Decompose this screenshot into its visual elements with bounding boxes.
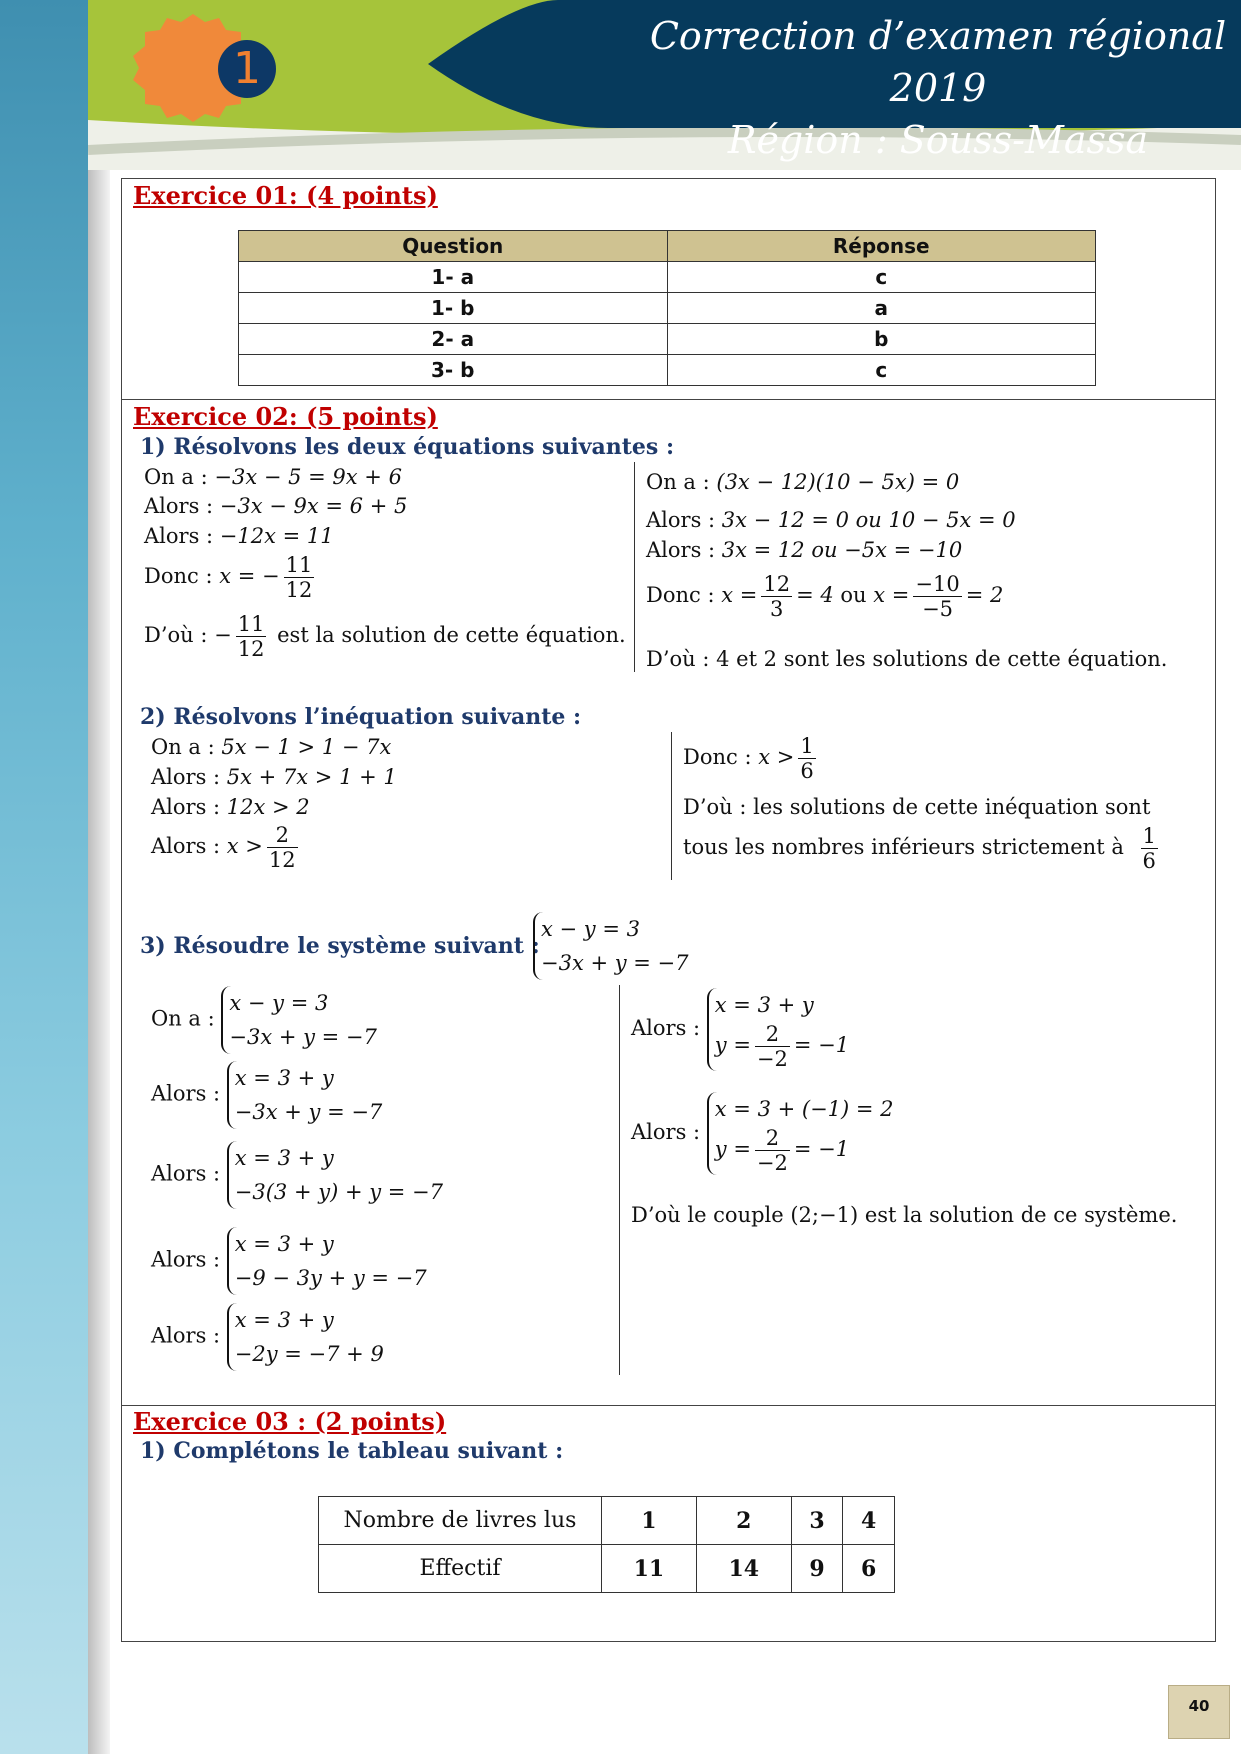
table-row [319, 1545, 895, 1593]
exercise-2-title: Exercice 02: (5 points) [133, 402, 438, 431]
divider-q1 [634, 462, 635, 672]
page-header [88, 0, 1241, 170]
exercise-1-title: Exercice 01: (4 points) [133, 181, 438, 210]
system-step-4: Alors : x = 3 + y −9 − 3y + y = −7 [151, 1227, 427, 1295]
row-label: Effectif [319, 1545, 602, 1593]
given-system: x − y = 3 −3x + y = −7 [533, 912, 689, 980]
sidebar-shadow [88, 0, 110, 1754]
separator-ex1-ex2 [121, 399, 1216, 400]
frequency-table [318, 1496, 895, 1593]
title-line-1: Correction d’examen régional 2019 [649, 14, 1227, 110]
system-step-2: Alors : x = 3 + y −3x + y = −7 [151, 1061, 382, 1129]
eq2-line-4: Donc : x = $\frac{12}{3}$ = 4 ou x = $\frac{-10}{-5}$ = 2 [646, 572, 1004, 621]
eq1-line-1: On a : −3x − 5 = 9x + 6 [144, 465, 402, 489]
left-sidebar-band [0, 0, 88, 1754]
ineq-line-3: Alors : 12x > 2 [151, 795, 310, 819]
table-row [239, 355, 1096, 386]
system-step-1: On a : x − y = 3 −3x + y = −7 [151, 986, 377, 1054]
question-cell: 1- b [239, 293, 668, 324]
exercise-1-table [238, 230, 1096, 386]
page-number: 40 [1168, 1685, 1230, 1739]
chapter-badge: 1 [218, 40, 276, 98]
question-cell: 3- b [239, 355, 668, 386]
eq1-line-2: Alors : −3x − 9x = 6 + 5 [144, 494, 408, 518]
system-right-step-1: Alors : x = 3 + y y = $\frac{2}{-2}$ = −1 [631, 988, 849, 1071]
col-question: Question [239, 231, 668, 262]
question-cell: 1- a [239, 262, 668, 293]
eq2-line-3: Alors : 3x = 12 ou −5x = −10 [646, 538, 963, 562]
eq1-line-3: Alors : −12x = 11 [144, 524, 334, 548]
table-row [239, 324, 1096, 355]
value-cell: 14 [696, 1545, 791, 1593]
value-cell: 2 [696, 1497, 791, 1545]
eq1-line-4: Donc : x = − $\frac{11}{12}$ [144, 553, 313, 602]
answer-cell: b [667, 324, 1096, 355]
eq2-conclusion: D’où : 4 et 2 sont les solutions de cette équation. [646, 647, 1168, 671]
ineq-line-1: On a : 5x − 1 > 1 − 7x [151, 735, 392, 759]
ineq-line-2: Alors : 5x + 7x > 1 + 1 [151, 765, 397, 789]
answer-cell: c [667, 355, 1096, 386]
divider-q3 [619, 985, 620, 1375]
answer-cell: c [667, 262, 1096, 293]
system-step-3: Alors : x = 3 + y −3(3 + y) + y = −7 [151, 1141, 443, 1209]
value-cell: 9 [791, 1545, 843, 1593]
row-label: Nombre de livres lus [319, 1497, 602, 1545]
value-cell: 4 [843, 1497, 895, 1545]
title-line-2: Région : Souss-Massa [727, 118, 1149, 162]
separator-ex2-ex3 [121, 1405, 1216, 1406]
col-reponse: Réponse [667, 231, 1096, 262]
system-step-5: Alors : x = 3 + y −2y = −7 + 9 [151, 1303, 384, 1371]
value-cell: 11 [602, 1545, 697, 1593]
ineq-right-line-1: Donc : x > $\frac{1}{6}$ [683, 734, 814, 783]
value-cell: 3 [791, 1497, 843, 1545]
system-conclusion: D’où le couple (2;−1) est la solution de ce système. [631, 1203, 1178, 1227]
page-title [608, 10, 1241, 166]
table-row [239, 293, 1096, 324]
question-cell: 2- a [239, 324, 668, 355]
ineq-line-4: Alors : x > $\frac{2}{12}$ [151, 823, 296, 872]
exercise-3-question-1: 1) Complétons le tableau suivant : [140, 1438, 564, 1464]
table-row [239, 262, 1096, 293]
question-3-title: 3) Résoudre le système suivant : [140, 933, 540, 959]
question-2-title: 2) Résolvons l’inéquation suivante : [140, 704, 582, 730]
eq2-line-1: On a : (3x − 12)(10 − 5x) = 0 [646, 470, 960, 494]
system-right-step-2: Alors : x = 3 + (−1) = 2 y = $\frac{2}{-2}$ = −1 [631, 1092, 894, 1175]
value-cell: 6 [843, 1545, 895, 1593]
exercise-3-title: Exercice 03 : (2 points) [133, 1407, 447, 1436]
ineq-right-line-2: D’où : les solutions de cette inéquation sont [683, 795, 1151, 819]
eq2-line-2: Alors : 3x − 12 = 0 ou 10 − 5x = 0 [646, 508, 1016, 532]
divider-q2 [671, 732, 672, 880]
question-1-title: 1) Résolvons les deux équations suivantes : [140, 434, 675, 460]
answer-cell: a [667, 293, 1096, 324]
ineq-right-line-3: tous les nombres inférieurs strictement à $\frac{1}{6}$ [683, 824, 1156, 873]
table-row [319, 1497, 895, 1545]
value-cell: 1 [602, 1497, 697, 1545]
eq1-conclusion: D’où : − $\frac{11}{12}$ est la solution de cette équation. [144, 612, 626, 661]
